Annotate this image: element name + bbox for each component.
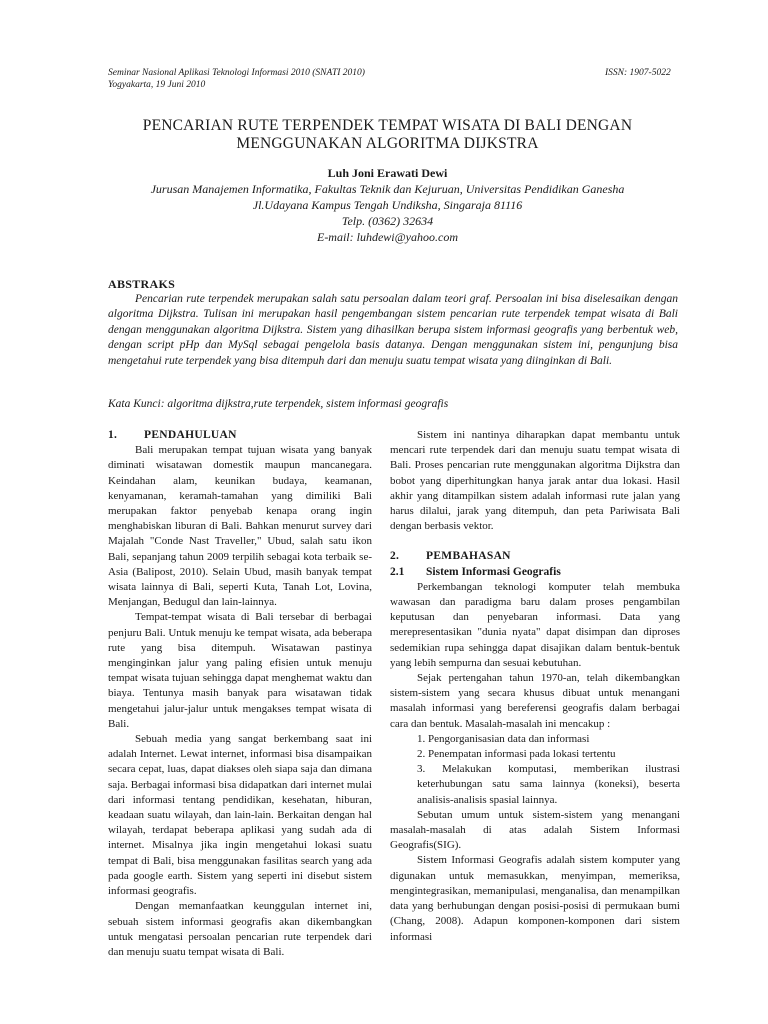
section-title: PENDAHULUAN (144, 429, 237, 441)
list-item: 1. Pengorganisasian data dan informasi (417, 732, 590, 745)
keywords: Kata Kunci: algoritma dijkstra,rute terpendek, sistem informasi geografis (108, 398, 449, 410)
section-number: 1. (108, 429, 118, 441)
paragraph: Dengan memanfaatkan keunggulan internet ini, sebuah sistem informasi geografis akan dikembangkan untuk mengatasi persoalan pencarian rute terpendek dari dan menuju suatu tempat wisata di Bali. (108, 900, 372, 958)
subsection-heading (390, 565, 680, 580)
section-heading (108, 428, 372, 443)
author-name: Luh Joni Erawati Dewi (327, 166, 448, 180)
subsection-number: 2.1 (390, 565, 405, 578)
affiliation-line: Jurusan Manajemen Informatika, Fakultas Teknik dan Kejuruan, Universitas Pendidikan Ganesha (150, 182, 625, 196)
phone-line: Telp. (0362) 32634 (341, 214, 434, 228)
section-title: PEMBAHASAN (426, 550, 511, 563)
abstract-body (108, 292, 678, 369)
author-affiliation (95, 181, 680, 245)
issn: ISSN: 1907-5022 (605, 68, 671, 78)
section-heading (390, 549, 680, 564)
subsection-title: Sistem Informasi Geografis (426, 565, 561, 578)
seminar-location-date: Yogyakarta, 19 Juni 2010 (108, 80, 206, 90)
section-number: 2. (390, 550, 400, 563)
paragraph: Tempat-tempat wisata di Bali tersebar di berbagai penjuru Bali. Untuk menuju ke tempat wisata, ada beberapa rute yang bisa ditempuh. Wisatawan pastinya menginginkan jalur yang paling efisien untuk menuju tempat wisata tujuan sehingga dapat menghemat waktu dan biaya. Tentunya masih banyak para wisatawan tidak mengetahui jalur-jalur untuk mengakses tempat wisata di Bali. (108, 611, 372, 730)
paragraph: Sebutan umum untuk sistem-sistem yang menangani masalah-masalah di atas adalah Sistem Informasi Geografis(SIG). (390, 808, 680, 852)
paper-title: PENCARIAN RUTE TERPENDEK TEMPAT WISATA DI BALI DENGAN MENGGUNAKAN ALGORITMA DIJKSTRA (142, 117, 633, 152)
list-item: 3. Melakukan komputasi, memberikan ilustrasi keterhubungan satu sama lainnya (koneksi), beserta analisis-analisis spasial lainnya. (417, 763, 680, 806)
address-line: Jl.Udayana Kampus Tengah Undiksha, Singaraja 81116 (252, 198, 523, 212)
abstract-text: Pencarian rute terpendek merupakan salah satu persoalan dalam teori graf. Persoalan ini bisa diselesaikan dengan algoritma Dijkstra. Tulisan ini merupakan hasil pengembangan sistem pencarian rute terpendek tempat wisata di Bali dengan menggunakan algoritma Dijkstra. Sistem yang dihasilkan berupa sistem informasi geografis yang berbentuk web, dengan script pHp dan MySql sebagai pengelola basis datanya. Dengan menggunakan sistem ini, pengunjung bisa mengetahui rute terpendek yang bisa ditempuh dari dan menuju suatu tempat wisata yang diinginkan di Bali. (108, 293, 678, 367)
right-column (390, 428, 680, 945)
paragraph: Bali merupakan tempat tujuan wisata yang banyak diminati wisatawan domestik maupun mancanegara. Keindahan alam, keunikan budaya, keamanan, kenyamanan, keramah-tamahan yang dimiliki Bali merupakan faktor penyebab kenapa orang ingin menghabiskan liburan di Bali. Bahkan menurut survey dari Majalah "Conde Nast Traveller," Ubud, salah satu ikon Bali, sepanjang tahun 2009 terpilih sebagai kota terbaik se-Asia (Balipost, 2010). Selain Ubud, masih banyak tempat wisata lainnya di Bali, seperti Kuta, Tanah Lot, Lovina, Menjangan, Bedugul dan lain-lainnya. (108, 444, 372, 609)
paragraph: Sistem Informasi Geografis adalah sistem komputer yang digunakan untuk memasukkan, menyimpan, memeriksa, mengintegrasikan, memanipulasi, menganalisa, dan menampilkan data yang berhubungan dengan posisi-posisi di permukaan bumi (Chang, 2008). Adapun komponen-komponen dari sistem informasi (390, 854, 680, 943)
list-item: 2. Penempatan informasi pada lokasi tertentu (417, 748, 616, 761)
paragraph: Sistem ini nantinya diharapkan dapat membantu untuk mencari rute terpendek dari dan menuju suatu tempat wisata di Bali. Proses pencarian rute menggunakan algoritma Dijkstra dan bobot yang diperhitungkan hanya jarak antar dua lokasi. Hasil akhir yang ditampilkan sistem adalah informasi rute jalan yang harus dilalui, jarak yang ditempuh, dan peta Pariwisata Bali dengan berbasis vektor. (390, 429, 680, 533)
left-column (108, 428, 372, 960)
paragraph: Perkembangan teknologi komputer telah membuka wawasan dan paradigma baru dalam proses pengambilan keputusan dan penyebaran informasi. Data yang merepresentasikan "dunia nyata" dapat disimpan dan diproses sedemikian rupa sehingga dapat disajikan dalam bentuk-bentuk yang lebih sempurna dan sesuai kebutuhan. (390, 580, 680, 669)
paragraph: Sebuah media yang sangat berkembang saat ini adalah Internet. Lewat internet, informasi bisa disampaikan secara cepat, luas, dapat diakses oleh siapa saja dan dimana saja. Berbagai informasi bisa didapatkan dari internet mulai dari informasi tentang pendidikan, kesehatan, hiburan, keadaan suatu wilayah, dan lain-lain. Berkaitan dengan hal wilayah, terdapat beberapa aplikasi yang sudah ada di internet. Misalnya jika ingin mengetahui lokasi suatu tempat di Bali, bisa menggunakan fasilitas search yang ada pada google earth. Sistem yang seperti ini disebut sistem informasi geografis. (108, 733, 372, 898)
abstract-heading: ABSTRAKS (108, 277, 176, 291)
seminar-name: Seminar Nasional Aplikasi Teknologi Informasi 2010 (SNATI 2010) (108, 68, 365, 78)
running-header-left (108, 67, 365, 91)
email-line: E-mail: luhdewi@yahoo.com (316, 230, 458, 244)
paragraph: Sejak pertengahan tahun 1970-an, telah dikembangkan sistem-sistem yang secara khusus dibuat untuk menangani masalah informasi yang bereferensi geografis dalam berbagai cara dan bentuk. Masalah-masalah ini mencakup : (390, 672, 680, 730)
